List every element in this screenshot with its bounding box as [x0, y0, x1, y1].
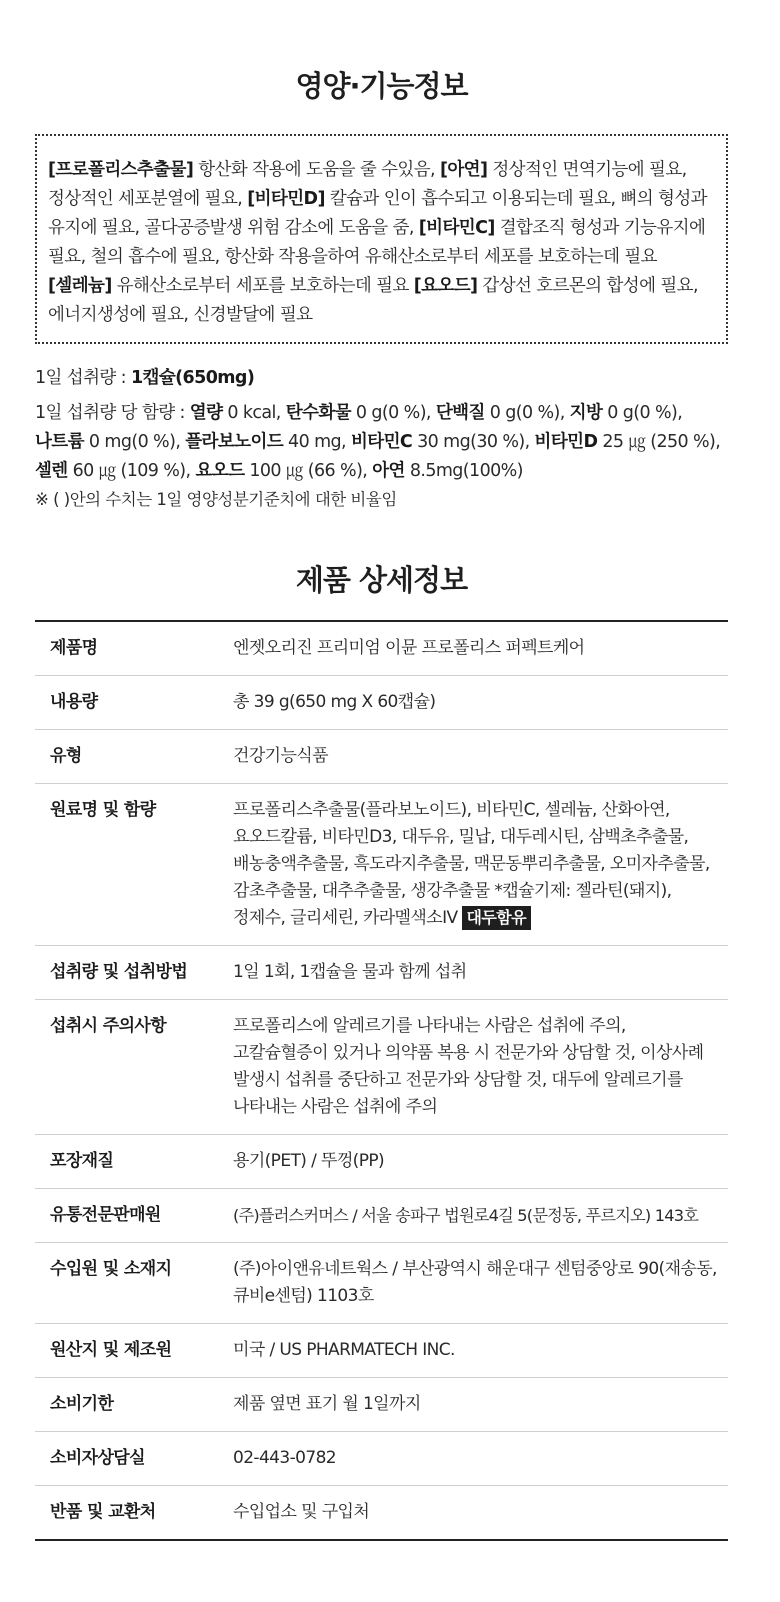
row-key: 유통전문판매원: [35, 1189, 233, 1243]
nutrient-amount: 100 ㎍ (66 %),: [244, 461, 373, 481]
nutrition-section-title: 영양·기능정보: [295, 69, 468, 103]
nutrient-name: 단백질: [435, 403, 485, 423]
allergen-badge: 대두함유: [462, 906, 531, 930]
row-value: (주)아이앤유네트웍스 / 부산광역시 해운대구 센텀중앙로 90(재송동, 큐비e센텀) 1103호: [233, 1243, 728, 1324]
table-row: [35, 1189, 728, 1243]
nutrient-amount: 0 mg(0 %),: [83, 432, 186, 452]
table-row: [35, 784, 728, 946]
row-key: 포장재질: [35, 1135, 233, 1189]
table-row: [35, 1432, 728, 1486]
function-desc: 결합조직 형성과 기능유지에 필요, 철의 흡수에 필요, 항산화 작용을하여 유해산소로부터 세포를 보호하는데 필요: [48, 218, 706, 267]
nutrient-content: [35, 399, 735, 486]
daily-intake: [35, 364, 735, 393]
function-name: [아연]: [439, 160, 488, 180]
nutrient-name: 플라보노이드: [185, 432, 284, 452]
nutrient-amount: 0 g(0 %),: [350, 403, 436, 423]
nutrient-name: 탄수화물: [285, 403, 351, 423]
function-name: [프로폴리스추출물]: [48, 160, 194, 180]
nutrient-name: 지방: [569, 403, 603, 423]
table-row: [35, 1000, 728, 1135]
daily-intake-value: 1캡슐(650mg): [130, 368, 255, 388]
nutrient-content-label: 1일 섭취량 당 함량 :: [35, 403, 190, 423]
table-row: [35, 1135, 728, 1189]
row-key: 소비기한: [35, 1378, 233, 1432]
row-key: 제품명: [50, 638, 98, 658]
table-row: [35, 1243, 728, 1324]
function-name: [요오드]: [413, 276, 478, 296]
details-section-title: 제품 상세정보: [295, 563, 468, 597]
nutrient-amount: 8.5mg(100%): [404, 461, 523, 481]
row-key: 소비자상담실: [35, 1432, 233, 1486]
nutrient-name: 요오드: [195, 461, 245, 481]
function-name: [비타민D]: [247, 189, 325, 209]
ratio-note: ※ ( )안의 수치는 1일 영양성분기준치에 대한 비율임: [35, 490, 397, 509]
nutrient-amount: 30 mg(30 %),: [412, 432, 535, 452]
nutrient-amount: 25 ㎍ (250 %),: [597, 432, 721, 452]
nutrient-name: 셀렌: [35, 461, 68, 481]
nutrient-amount: 0 kcal,: [222, 403, 286, 423]
row-key: 수입원 및 소재지: [35, 1243, 233, 1324]
row-value: 용기(PET) / 뚜껑(PP): [233, 1135, 728, 1189]
table-row: [35, 1486, 728, 1541]
row-key: 원료명 및 함량: [35, 784, 233, 946]
table-row: [35, 676, 728, 730]
nutrient-name: 비타민C: [350, 432, 413, 452]
nutrient-name: 비타민D: [534, 432, 598, 452]
row-key: 유형: [35, 730, 233, 784]
nutrient-amount: 0 g(0 %),: [602, 403, 683, 423]
nutrient-name: 열량: [189, 403, 223, 423]
table-row: [35, 1324, 728, 1378]
function-desc: 유해산소로부터 세포를 보호하는데 필요: [111, 276, 414, 296]
function-desc: 정상적인 면역기능에 필요, 정상적인 세포분열에 필요,: [48, 160, 687, 209]
table-row: [35, 1378, 728, 1432]
table-row: [35, 730, 728, 784]
row-key: 반품 및 교환처: [35, 1486, 233, 1541]
nutrient-amount: 40 mg,: [283, 432, 351, 452]
row-key: 섭취량 및 섭취방법: [35, 946, 233, 1000]
row-value: 총 39 g(650 mg X 60캡슐): [233, 676, 728, 730]
function-desc: 갑상선 호르몬의 합성에 필요, 에너지생성에 필요, 신경발달에 필요: [48, 276, 698, 325]
row-value: 엔젯오리진 프리미엄 이뮨 프로폴리스 퍼펙트케어: [233, 638, 585, 658]
function-desc: 항산화 작용에 도움을 줄 수있음,: [193, 160, 440, 180]
daily-intake-label: 1일 섭취량 :: [35, 368, 131, 388]
row-value: 건강기능식품: [233, 730, 728, 784]
row-value: (주)플러스커머스 / 서울 송파구 법원로4길 5(문정동, 푸르지오) 143호: [233, 1189, 728, 1243]
row-value: 미국 / US PHARMATECH INC.: [233, 1324, 728, 1378]
nutrient-name: 나트륨: [35, 432, 84, 452]
nutrient-amount: 0 g(0 %),: [484, 403, 570, 423]
row-value: 프로폴리스에 알레르기를 나타내는 사람은 섭취에 주의, 고칼슘혈증이 있거나 의약품 복용 시 전문가와 상담할 것, 이상사례 발생시 섭취를 중단하고 전문가와 상담할 것, 대두에 알레르기를 나타내는 사람은 섭취에 주의: [233, 1000, 728, 1135]
function-desc: 칼슘과 인이 흡수되고 이용되는데 필요, 뼈의 형성과 유지에 필요, 골다공증발생 위험 감소에 도움을 줌,: [48, 189, 707, 238]
row-key: 내용량: [35, 676, 233, 730]
function-name: [비타민C]: [418, 218, 495, 238]
row-value: 수입업소 및 구입처: [233, 1486, 728, 1541]
nutrient-amount: 60 ㎍ (109 %),: [67, 461, 196, 481]
row-key: 섭취시 주의사항: [35, 1000, 233, 1135]
row-value-container: [233, 784, 728, 946]
table-row: [35, 621, 728, 676]
product-details-table: [35, 620, 728, 1541]
row-value: 제품 옆면 표기 월 1일까지: [233, 1378, 728, 1432]
nutrient-name: 아연: [372, 461, 405, 481]
row-key: 원산지 및 제조원: [35, 1324, 233, 1378]
functional-info-box: [35, 134, 728, 344]
row-value: 02-443-0782: [233, 1432, 728, 1486]
row-value: 프로폴리스추출물(플라보노이드), 비타민C, 셀레늄, 산화아연, 요오드칼륨, 비타민D3, 대두유, 밀납, 대두레시틴, 삼백초추출물, 배농충액추출물, 흑도라지추출물, 맥문동뿌리추출물, 오미자추출물, 감초추출물, 대추추출물, 생강추출물 *캡슐기제: 젤라틴(돼지), 정제수, 글리세린, 카라멜색소IV: [233, 800, 710, 928]
table-row: [35, 946, 728, 1000]
function-name: [셀레늄]: [48, 276, 112, 296]
row-value: 1일 1회, 1캡슐을 물과 함께 섭취: [233, 946, 728, 1000]
